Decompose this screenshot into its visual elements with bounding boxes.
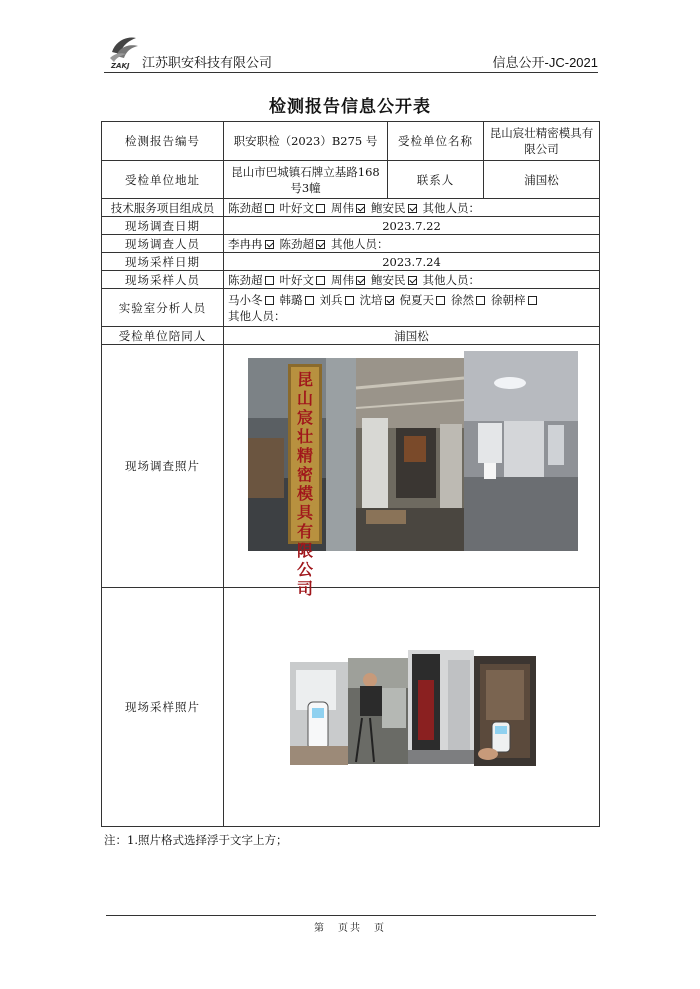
table-row [102, 217, 600, 235]
report-no-value: 职安职检（2023）B275 号 [224, 122, 388, 161]
workshop-photo-2 [464, 351, 578, 551]
address-value: 昆山市巴城镇石牌立基路168号3幢 [224, 161, 388, 199]
contact-value: 浦国松 [484, 161, 600, 199]
checkbox-icon[interactable] [316, 204, 325, 213]
contact-label: 联系人 [388, 161, 484, 199]
checkbox-icon[interactable] [528, 296, 537, 305]
survey-photos-label: 现场调查照片 [102, 345, 224, 588]
person-name: 徐朝梓 [491, 292, 526, 307]
sampling-photo-1 [290, 662, 348, 765]
table-row [102, 122, 600, 161]
table-row [102, 199, 600, 217]
unit-name-label: 受检单位名称 [388, 122, 484, 161]
other-personnel-label: 其他人员： [228, 308, 286, 323]
person-name: 李冉冉 [228, 236, 263, 251]
company-name: 江苏职安科技有限公司 [142, 55, 273, 70]
person-name: 马小冬 [228, 292, 263, 307]
checked-box-icon[interactable] [316, 240, 325, 249]
sampling-date-label: 现场采样日期 [102, 253, 224, 271]
svg-text:ZAKJ: ZAKJ [111, 62, 130, 70]
other-personnel-label: 其他人员： [331, 236, 389, 251]
person-name: 叶好文 [279, 272, 314, 287]
checked-box-icon[interactable] [408, 204, 417, 213]
person-name: 鲍安民 [371, 272, 406, 287]
checkbox-icon[interactable] [316, 276, 325, 285]
person-name: 周伟 [331, 200, 354, 215]
team-label: 技术服务项目组成员 [102, 199, 224, 217]
sampling-photo-2 [348, 658, 408, 764]
company-sign-text: 昆山宸壮精密模具有限公司 [296, 369, 313, 598]
report-no-label: 检测报告编号 [102, 122, 224, 161]
escort-label: 受检单位陪同人 [102, 327, 224, 345]
checked-box-icon[interactable] [356, 204, 365, 213]
survey-photos-cell [224, 345, 600, 598]
person-name: 沈培 [359, 292, 383, 307]
checkbox-icon[interactable] [476, 296, 485, 305]
table-row [102, 345, 600, 588]
page-title: 检测报告信息公开表 [269, 97, 431, 117]
table-row [102, 327, 600, 345]
sampling-photo-group [224, 588, 599, 826]
checked-box-icon[interactable] [408, 276, 417, 285]
sampling-photo-4 [474, 656, 536, 766]
table-row [102, 253, 600, 271]
table-row [102, 289, 600, 327]
person-name: 陈劲超 [228, 272, 263, 287]
escort-value: 浦国松 [224, 327, 600, 345]
team-list [224, 199, 600, 217]
unit-name-value: 昆山宸壮精密模具有限公司 [484, 122, 600, 161]
checkbox-icon[interactable] [305, 296, 314, 305]
table-row [102, 588, 600, 827]
address-label: 受检单位地址 [102, 161, 224, 199]
lab-list [224, 289, 600, 327]
table-row [102, 235, 600, 253]
other-personnel-label: 其他人员： [422, 200, 480, 215]
surveyors-list [224, 235, 600, 253]
header-rule [104, 72, 598, 73]
person-name: 周伟 [331, 272, 354, 287]
footnote: 注：1.照片格式选择浮于文字上方； [104, 833, 288, 847]
samplers-label: 现场采样人员 [102, 271, 224, 289]
lab-label: 实验室分析人员 [102, 289, 224, 327]
sampling-photos-label: 现场采样照片 [102, 588, 224, 827]
sampling-photo-3 [408, 650, 474, 764]
info-table [101, 121, 600, 827]
document-code: 信息公开-JC-2021 [492, 55, 598, 70]
other-personnel-label: 其他人员： [422, 272, 480, 287]
sampling-photos-cell [224, 588, 600, 827]
checkbox-icon[interactable] [265, 276, 274, 285]
company-logo [106, 32, 142, 70]
survey-date-value: 2023.7.22 [224, 217, 600, 235]
footer-rule [106, 915, 596, 916]
checked-box-icon[interactable] [265, 240, 274, 249]
surveyors-label: 现场调查人员 [102, 235, 224, 253]
checkbox-icon[interactable] [436, 296, 445, 305]
samplers-list [224, 271, 600, 289]
checkbox-icon[interactable] [265, 296, 274, 305]
person-name: 徐然 [451, 292, 474, 307]
person-name: 韩璐 [279, 292, 303, 307]
checkbox-icon[interactable] [345, 296, 354, 305]
survey-date-label: 现场调查日期 [102, 217, 224, 235]
table-row [102, 161, 600, 199]
workshop-photo-1 [356, 358, 464, 551]
company-sign-photo [248, 358, 358, 598]
checkbox-icon[interactable] [265, 204, 274, 213]
sampling-date-value: 2023.7.24 [224, 253, 600, 271]
page-number: 第 页共 页 [314, 923, 386, 934]
checked-box-icon[interactable] [385, 296, 394, 305]
person-name: 陈劲超 [228, 200, 263, 215]
person-name: 鲍安民 [371, 200, 406, 215]
person-name: 叶好文 [279, 200, 314, 215]
survey-photo-group [224, 351, 599, 598]
person-name: 陈劲超 [279, 236, 314, 251]
checked-box-icon[interactable] [356, 276, 365, 285]
page-header [104, 32, 598, 72]
person-name: 刘兵 [319, 292, 343, 307]
table-row [102, 271, 600, 289]
person-name: 倪夏天 [399, 292, 434, 307]
